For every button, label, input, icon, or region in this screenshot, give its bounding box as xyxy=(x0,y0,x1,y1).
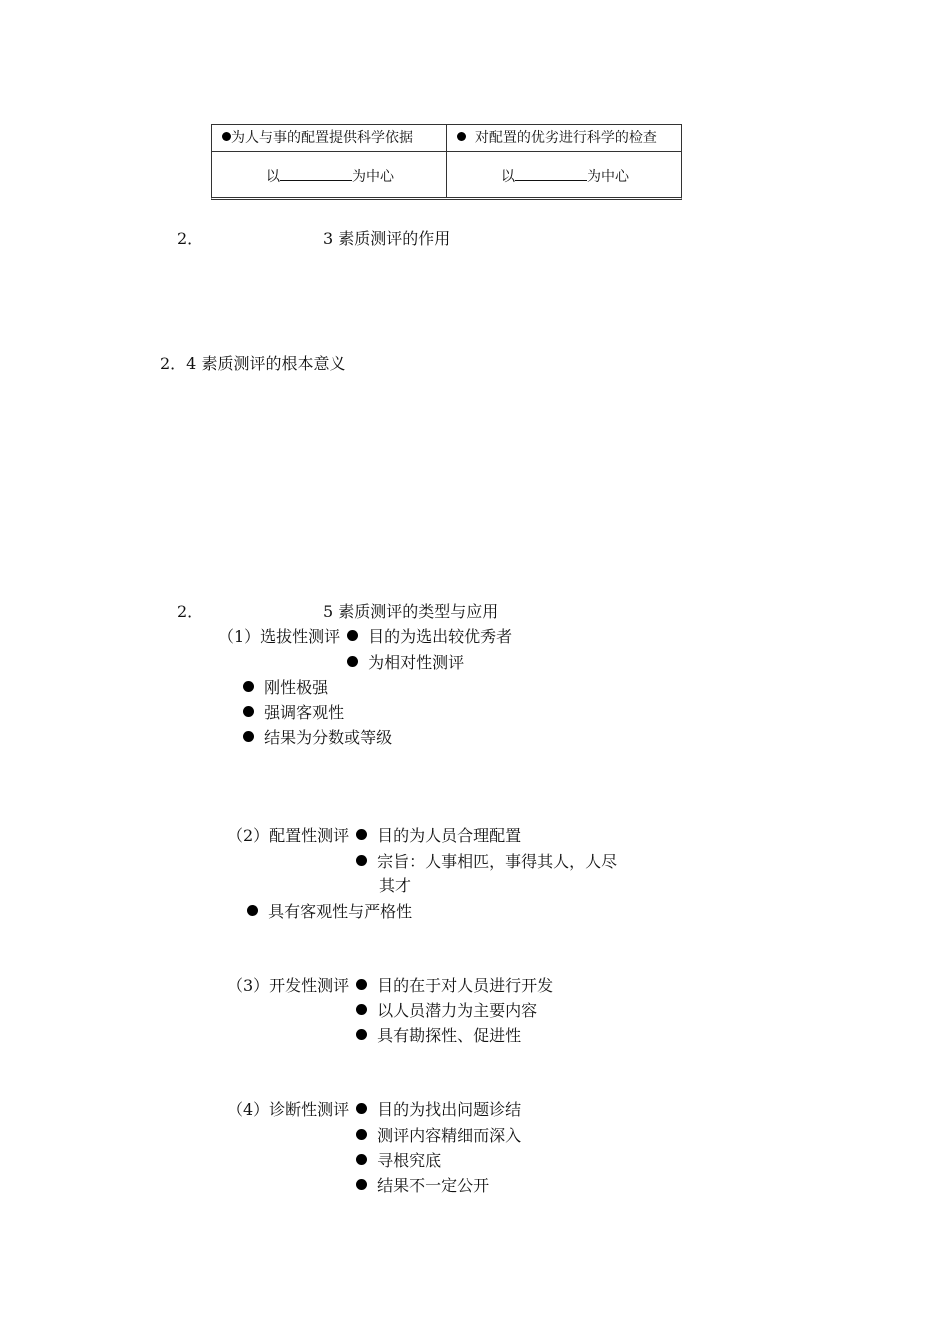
bullet-icon xyxy=(356,1029,367,1040)
bullet-icon xyxy=(356,1179,367,1190)
list-item: 目的为选出较优秀者 xyxy=(347,628,512,646)
table-divider-vertical xyxy=(446,125,447,197)
bullet-icon xyxy=(356,979,367,990)
list-item: 测评内容精细而深入 xyxy=(356,1127,521,1145)
type-2-label: （2）配置性测评 xyxy=(227,826,350,845)
bullet-icon xyxy=(243,731,254,742)
fill-blank xyxy=(515,168,587,181)
bullet-icon xyxy=(356,1004,367,1015)
type-3-label: （3）开发性测评 xyxy=(227,976,350,995)
list-item: 为相对性测评 xyxy=(347,654,464,672)
bullet-icon xyxy=(243,681,254,692)
list-item: 具有客观性与严格性 xyxy=(247,903,412,921)
bullet-icon xyxy=(356,1103,367,1114)
list-item: 目的为人员合理配置 xyxy=(356,827,521,845)
section-2-4-title: 2．4 素质测评的根本意义 xyxy=(160,354,346,373)
section-2-3-number: 2． xyxy=(177,229,204,248)
list-item: 宗旨：人事相匹，事得其人，人尽 xyxy=(356,853,617,871)
bullet-icon xyxy=(457,132,466,141)
type-1-label: （1）选拔性测评 xyxy=(218,627,341,646)
list-item: 结果不一定公开 xyxy=(356,1177,489,1195)
bullet-icon xyxy=(222,132,231,141)
bullet-icon xyxy=(247,905,258,916)
configuration-table xyxy=(211,124,682,200)
bullet-icon xyxy=(356,855,367,866)
section-2-5-number: 2． xyxy=(177,602,204,621)
table-header-right: 对配置的优劣进行科学的检查 xyxy=(457,130,657,146)
bullet-icon xyxy=(356,1154,367,1165)
list-item: 具有勘探性、促进性 xyxy=(356,1027,521,1045)
bullet-icon xyxy=(243,706,254,717)
list-item-continuation: 其才 xyxy=(379,876,412,895)
type-4-label: （4）诊断性测评 xyxy=(227,1100,350,1119)
bullet-icon xyxy=(356,829,367,840)
list-item: 目的为找出问题诊结 xyxy=(356,1101,521,1119)
list-item: 以人员潜力为主要内容 xyxy=(356,1002,537,1020)
table-cell-right: 以 为中心 xyxy=(501,169,629,185)
bullet-icon xyxy=(347,656,358,667)
list-item: 寻根究底 xyxy=(356,1152,441,1170)
list-item: 刚性极强 xyxy=(243,679,328,697)
bullet-icon xyxy=(356,1129,367,1140)
table-divider-horizontal xyxy=(212,151,681,152)
bullet-icon xyxy=(347,630,358,641)
list-item: 目的在于对人员进行开发 xyxy=(356,977,553,995)
table-header-left: 为人与事的配置提供科学依据 xyxy=(222,130,413,146)
fill-blank xyxy=(280,168,352,181)
section-2-3-title: 3 素质测评的作用 xyxy=(323,229,451,248)
table-cell-left: 以 为中心 xyxy=(266,169,394,185)
section-2-5-title: 5 素质测评的类型与应用 xyxy=(323,602,499,621)
list-item: 结果为分数或等级 xyxy=(243,729,392,747)
list-item: 强调客观性 xyxy=(243,704,344,722)
